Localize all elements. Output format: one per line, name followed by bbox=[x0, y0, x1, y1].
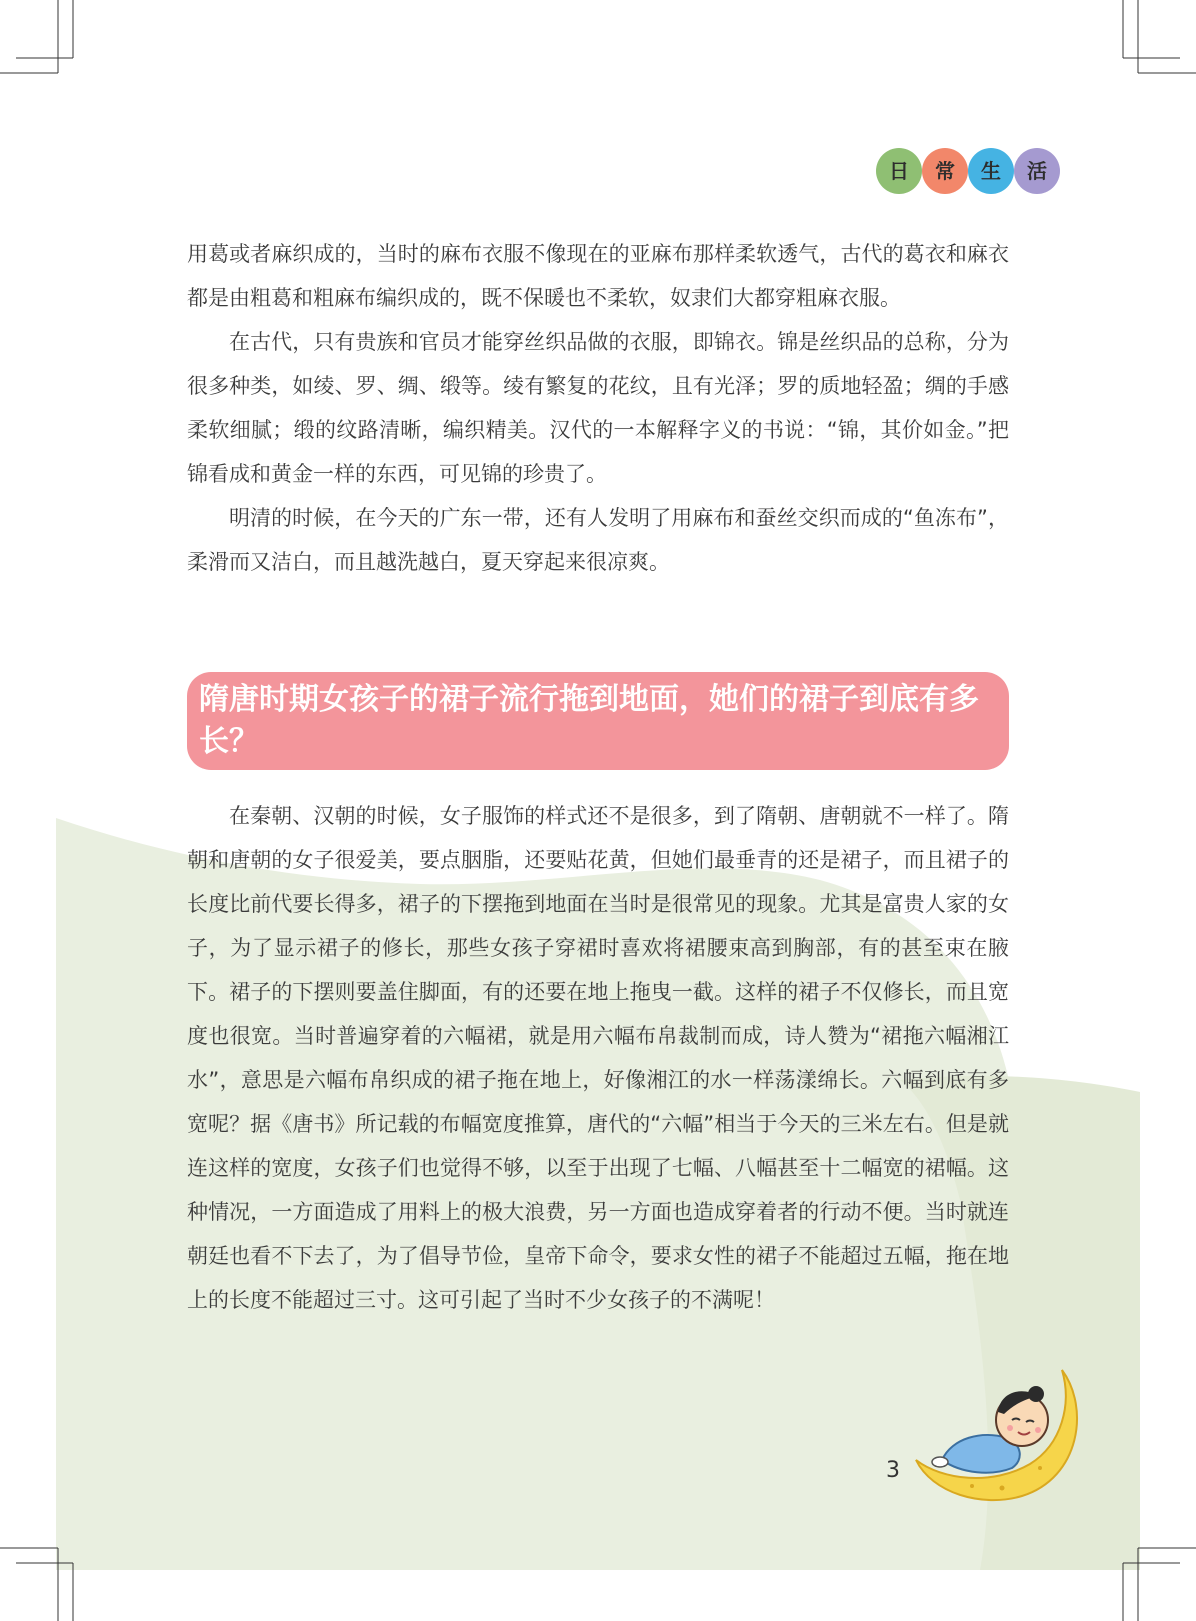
paragraph-answer: 在秦朝、汉朝的时候，女子服饰的样式还不是很多，到了隋朝、唐朝就不一样了。隋朝和唐朝的女子很爱美，要点胭脂，还要贴花黄，但她们最垂青的还是裙子，而且裙子的长度比前代要长得多，裙子的下摆拖到地面在当时是很常见的现象。尤其是富贵人家的女子，为了显示裙子的修长，那些女孩子穿裙时喜欢将裙腰束高到胸部，有的甚至束在腋下。裙子的下摆则要盖住脚面，有的还要在地上拖曳一截。这样的裙子不仅修长，而且宽度也很宽。当时普遍穿着的六幅裙，就是用六幅布帛裁制而成，诗人赞为“裙拖六幅湘江水”，意思是六幅布帛织成的裙子拖在地上，好像湘江的水一样荡漾绵长。六幅到底有多宽呢？据《唐书》所记载的布幅宽度推算，唐代的“六幅”相当于今天的三米左右。但是就连这样的宽度，女孩子们也觉得不够，以至于出现了七幅、八幅甚至十二幅宽的裙幅。这种情况，一方面造成了用料上的极大浪费，另一方面也造成穿着者的行动不便。当时就连朝廷也看不下去了，为了倡导节俭，皇帝下命令，要求女性的裙子不能超过五幅，拖在地上的长度不能超过三寸。这可引起了当时不少女孩子的不满呢！ bbox=[187, 804, 1009, 1312]
badge-sheng: 生 bbox=[968, 148, 1014, 194]
crop-mark-bottom-right bbox=[1116, 1541, 1196, 1621]
paragraph-yudongbu: 明清的时候，在今天的广东一带，还有人发明了用麻布和蚕丝交织而成的“鱼冻布”，柔滑而又洁白，而且越洗越白，夏天穿起来很凉爽。 bbox=[187, 506, 1009, 574]
badge-huo: 活 bbox=[1014, 148, 1060, 194]
answer-text-section bbox=[187, 794, 1009, 1322]
mascot-moon-illustration bbox=[912, 1368, 1082, 1504]
question-heading bbox=[187, 672, 1009, 770]
page-number: 3 bbox=[886, 1458, 900, 1483]
badge-chang: 常 bbox=[922, 148, 968, 194]
top-text-section bbox=[187, 232, 1009, 584]
crop-mark-top-right bbox=[1116, 0, 1196, 80]
paragraph-silk: 在古代，只有贵族和官员才能穿丝织品做的衣服，即锦衣。锦是丝织品的总称，分为很多种类，如绫、罗、绸、缎等。绫有繁复的花纹，且有光泽；罗的质地轻盈；绸的手感柔软细腻；缎的纹路清晰，编织精美。汉代的一本解释字义的书说：“锦，其价如金。”把锦看成和黄金一样的东西，可见锦的珍贵了。 bbox=[187, 330, 1009, 486]
crop-mark-top-left bbox=[0, 0, 80, 80]
crop-mark-bottom-left bbox=[0, 1541, 80, 1621]
question-heading-text: 隋唐时期女孩子的裙子流行拖到地面，她们的裙子到底有多长？ bbox=[199, 682, 979, 759]
badge-ri: 日 bbox=[876, 148, 922, 194]
paragraph-continuation: 用葛或者麻织成的，当时的麻布衣服不像现在的亚麻布那样柔软透气，古代的葛衣和麻衣都是由粗葛和粗麻布编织成的，既不保暖也不柔软，奴隶们大都穿粗麻衣服。 bbox=[187, 242, 1009, 310]
category-badges bbox=[876, 148, 1076, 194]
